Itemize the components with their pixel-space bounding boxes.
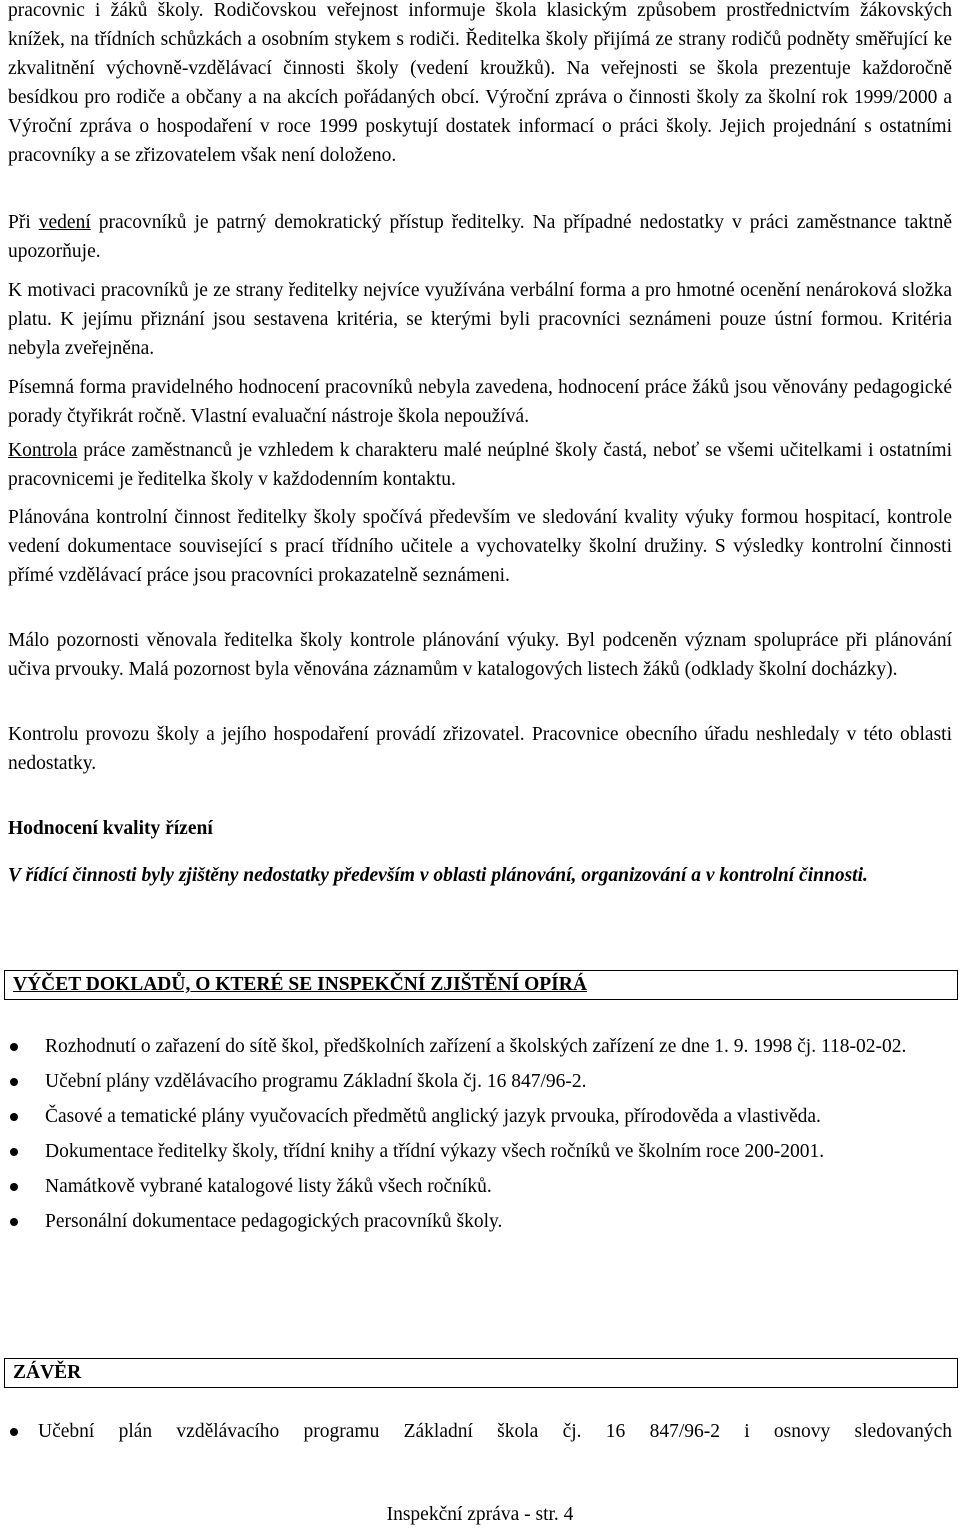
text-pre: Při [8,212,39,233]
paragraph-evaluation: Písemná forma pravidelného hodnocení pracovníků nebyla zavedena, hodnocení práce žáků jsou věnovány pedagogické porady čtyřikrát ročně. Vlastní evaluační nástroje škola nepoužívá. [8,377,952,427]
list-item-text: Časové a tematické plány vyučovacích předmětů anglický jazyk prvouka, přírodověda a vlastivěda. [45,1106,821,1127]
paragraph-planning-attention: Málo pozornosti věnovala ředitelka školy kontrole plánování výuky. Byl podceněn význam spolupráce při plánování učiva prvouky. Malá pozornost byla věnována záznamům v katalogových listech žáků (odklady školní docházky). [8,630,952,680]
bullet-icon [10,1078,18,1086]
underlined-term-vedeni: vedení [38,212,91,233]
list-item-text: Rozhodnutí o zařazení do sítě škol, předškolních zařízení a školských zařízení ze dne 1. 9. 1998 čj. 118-02-02. [45,1036,907,1057]
list-item [8,1102,952,1131]
list-item [8,1417,952,1446]
evidence-list [8,1032,952,1236]
bullet-icon [10,1113,18,1121]
section-heading-evidence [4,970,958,1000]
evidence-heading-text: VÝČET DOKLADŮ, O KTERÉ SE INSPEKČNÍ ZJIŠTĚNÍ OPÍRÁ [13,974,587,995]
list-item [8,1067,952,1096]
section-heading-conclusion [4,1358,958,1388]
text-post: práce zaměstnanců je vzhledem k charakteru malé neúplné školy častá, neboť se všemi učitelkami i ostatními pracovnicemi je ředitelka školy v každodenním kontaktu. [8,440,952,490]
text-post: pracovníků je patrný demokratický přístup ředitelky. Na případné nedostatky v práci zaměstnance taktně upozorňuje. [8,212,952,262]
list-item-text: Učební plány vzdělávacího programu Základní škola čj. 16 847/96-2. [45,1071,587,1092]
paragraph-planned-control: Plánována kontrolní činnost ředitelky školy spočívá především ve sledování kvality výuky formou hospitací, kontrole vedení dokumentace související s prací třídního učitele a vychovatelky školní družiny. S výsledky kontrolní činnosti přímé vzdělávací práce jsou pracovníci prokazatelně seznámeni. [8,507,952,586]
quality-summary: V řídící činnosti byly zjištěny nedostatky především v oblasti plánování, organizování a v kontrolní činnosti. [8,865,868,886]
list-item-text: Učební plán vzdělávacího programu Základní škola čj. 16 847/96-2 i osnovy sledovaných [38,1421,952,1442]
conclusion-heading-text: ZÁVĚR [13,1362,82,1383]
list-item [8,1032,952,1061]
list-item [8,1172,952,1201]
paragraph-motivation: K motivaci pracovníků je ze strany ředitelky nejvíce využívána verbální forma a pro hmotné ocenění nenároková složka platu. K jejímu přiznání jsou sestavena kritéria, se kterými byli pracovníci seznámeni pouze ústní formou. Kritéria nebyla zveřejněna. [8,280,952,359]
paragraph-operation-control: Kontrolu provozu školy a jejího hospodaření provádí zřizovatel. Pracovnice obecního úřadu neshledaly v této oblasti nedostatky. [8,724,952,774]
list-item-text: Namátkově vybrané katalogové listy žáků všech ročníků. [45,1176,492,1197]
bullet-icon [10,1148,18,1156]
paragraph-management [8,208,952,266]
bullet-icon [10,1183,18,1191]
bullet-icon [10,1218,18,1226]
conclusion-list [8,1417,952,1446]
list-item-text: Dokumentace ředitelky školy, třídní knihy a třídní výkazy všech ročníků ve školním roce 200-2001. [45,1141,825,1162]
list-item-text: Personální dokumentace pedagogických pracovníků školy. [45,1211,503,1232]
bullet-icon [10,1428,18,1436]
bullet-icon [10,1043,18,1051]
section-heading-quality: Hodnocení kvality řízení [8,818,213,839]
paragraph-control [8,436,952,494]
paragraph-public-relations: pracovnic i žáků školy. Rodičovskou veřejnost informuje škola klasickým způsobem prostřednictvím žákovských knížek, na třídních schůzkách a osobním stykem s rodiči. Ředitelka školy přijímá ze strany rodičů podněty směřující ke zkvalitnění výchovně-vzdělávací činnosti školy (vedení kroužků). Na veřejnosti se škola prezentuje každoročně besídkou pro rodiče a občany a na akcích pořádaných obcí. Výroční zpráva o činnosti školy za školní rok 1999/2000 a Výroční zpráva o hospodaření v roce 1999 poskytují dostatek informací o práci školy. Jejich projednání s ostatními pracovníky a se zřizovatelem však není doloženo. [8,0,952,166]
underlined-term-kontrola: Kontrola [8,440,78,461]
page-footer: Inspekční zpráva - str. 4 [386,1504,574,1525]
list-item [8,1207,952,1236]
list-item [8,1137,952,1166]
